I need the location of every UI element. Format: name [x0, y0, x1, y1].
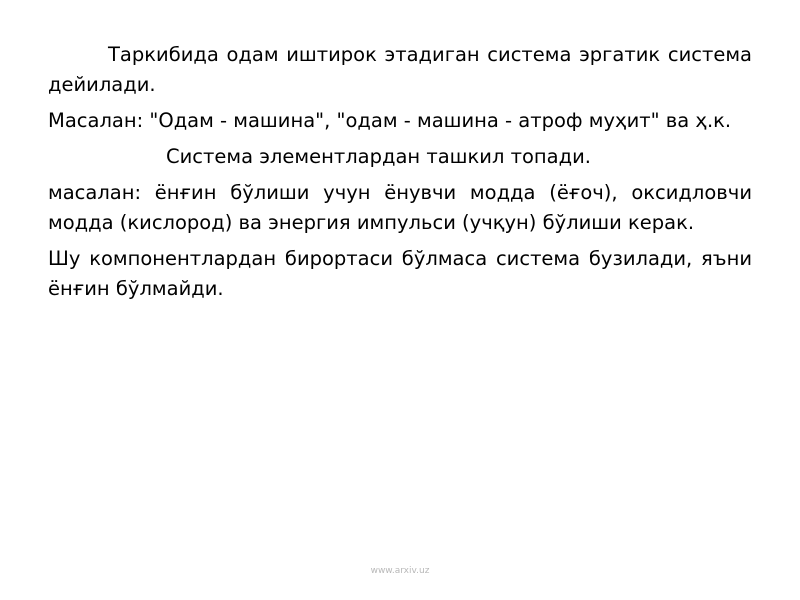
paragraph-fire-example: масалан: ёнғин бўлиши учун ёнувчи модда (ёғоч), оксидловчи модда (кислород) ва энергия импульси (учқун) бўлиши керак. [48, 181, 752, 234]
paragraph-component-missing: Шу компонентлардан бирортаси бўлмаса система бузилади, яъни ёнғин бўлмайди. [48, 247, 752, 300]
paragraph-system-elements: Система элементлардан ташкил топади. [166, 145, 591, 168]
paragraph-example-man-machine: Масалан: "Одам - машина", "одам - машина - атроф муҳит" ва ҳ.к. [48, 109, 732, 132]
slide-body [48, 40, 752, 310]
paragraph-ergatic-definition: Таркибида одам иштирок этадиган система эргатик система дейилади. [48, 43, 752, 96]
footer-watermark: www.arxiv.uz [370, 566, 430, 576]
